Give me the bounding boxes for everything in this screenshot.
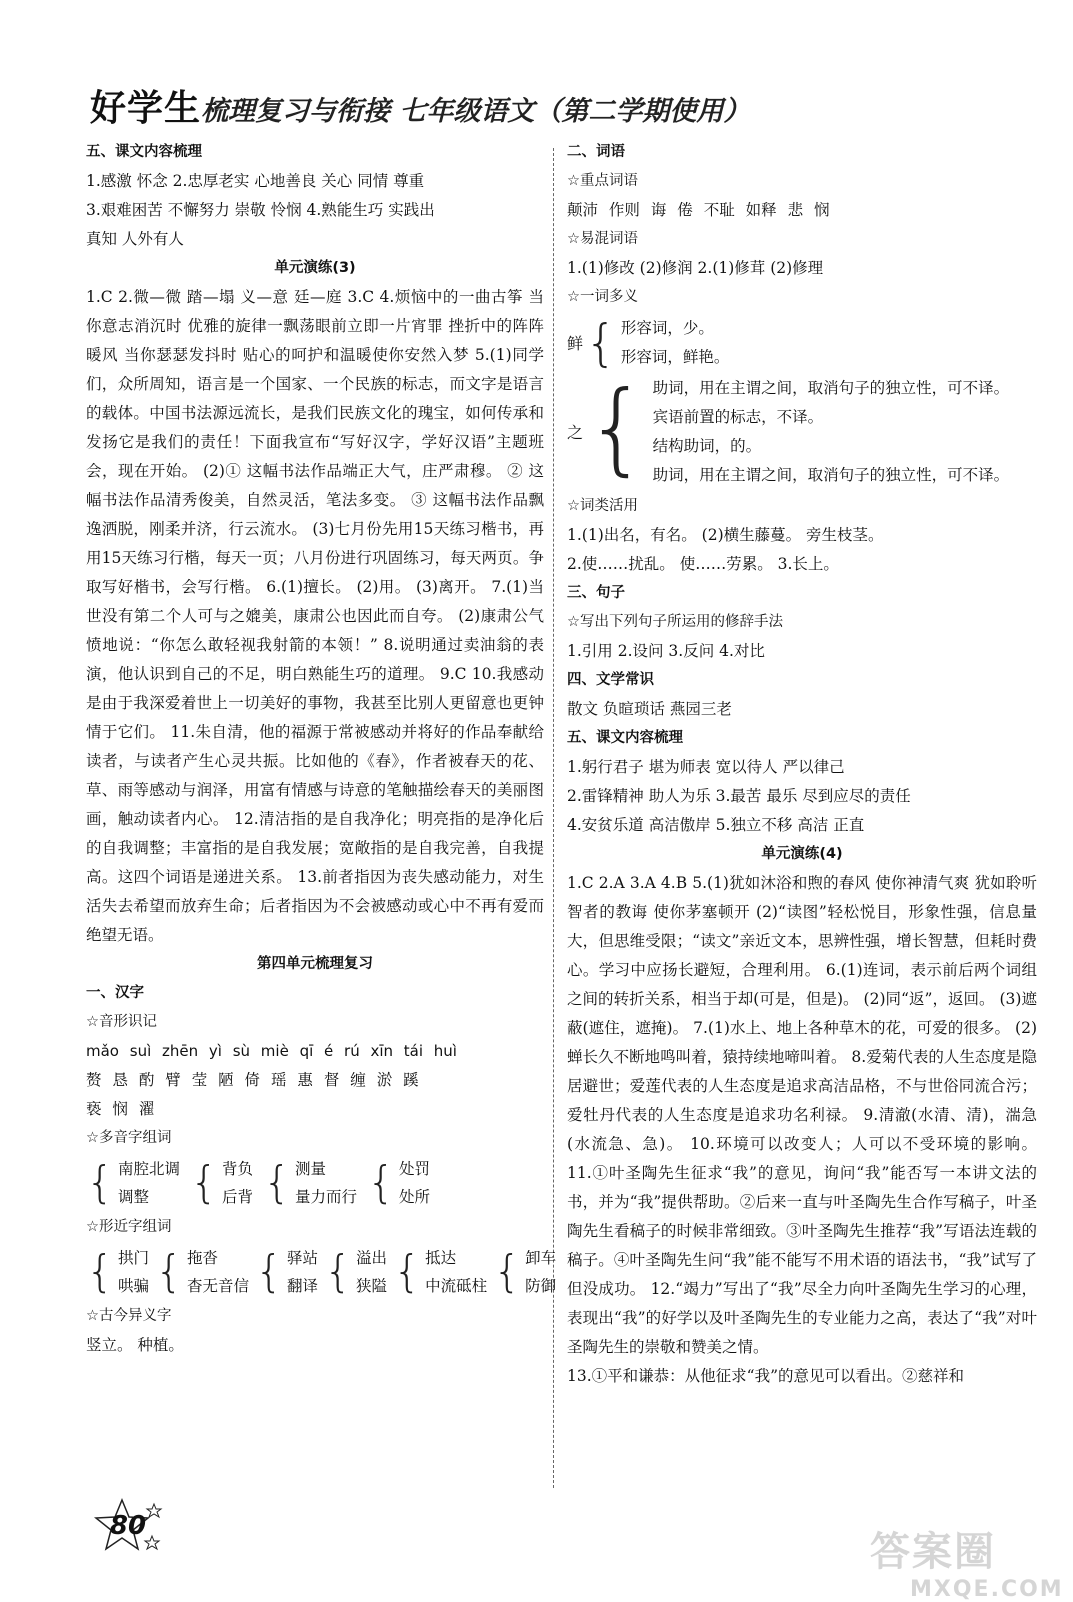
brace-group xyxy=(155,1244,249,1300)
subsection-heading: ☆形近字组词 xyxy=(86,1219,172,1235)
pinyin-line: mǎo suì zhēn yì sù miè qī é rú xīn tái huì xyxy=(86,1042,457,1060)
word: 测量 xyxy=(295,1160,327,1178)
polysemy-xian xyxy=(567,314,1037,372)
brace-group xyxy=(493,1244,556,1300)
brace-icon: { xyxy=(190,1157,219,1208)
watermark-url: MXQE.COM xyxy=(910,1577,1064,1602)
word: 调整 xyxy=(118,1188,150,1206)
section-heading: 二、词语 xyxy=(567,144,625,160)
subsection-heading: ☆易混词语 xyxy=(567,231,638,247)
word: 拱门 xyxy=(118,1249,150,1267)
brace-icon: { xyxy=(263,1157,292,1208)
brace-group xyxy=(86,1155,180,1211)
brace-icon: { xyxy=(393,1246,422,1297)
word: 卸车 xyxy=(525,1249,557,1267)
word: 翻译 xyxy=(287,1277,319,1295)
polysemy-key: 之 xyxy=(567,422,584,442)
meaning: 助词，用在主谓之间，取消句子的独立性，可不译。 xyxy=(652,466,1010,484)
brace-group xyxy=(86,1244,149,1300)
word: 处所 xyxy=(399,1188,431,1206)
brace-icon: { xyxy=(585,369,649,486)
unit-exercise-title: 单元演练(3) xyxy=(274,260,356,276)
meaning: 宾语前置的标志，不译。 xyxy=(652,408,824,426)
meaning: 结构助词，的。 xyxy=(652,437,762,455)
word: 杳无音信 xyxy=(187,1277,250,1295)
section-heading: 三、句子 xyxy=(567,585,625,601)
section-heading: 五、课文内容梳理 xyxy=(567,730,683,746)
section-heading: 一、汉字 xyxy=(86,985,144,1001)
text-line: 颠沛 作则 诲 倦 不耻 如释 悲 悯 xyxy=(567,201,830,219)
meaning: 形容词，鲜艳。 xyxy=(620,348,730,366)
word: 中流砥柱 xyxy=(425,1277,488,1295)
brace-icon: { xyxy=(493,1246,522,1297)
brace-icon: { xyxy=(585,314,617,372)
word: 哄骗 xyxy=(118,1277,150,1295)
brace-icon: { xyxy=(367,1157,396,1208)
chars-line: 赘 恳 酌 臂 莹 陋 倚 瑶 惠 督 缠 淤 蹊 xyxy=(86,1071,419,1089)
word: 驿站 xyxy=(287,1249,319,1267)
subsection-heading: ☆一词多义 xyxy=(567,289,638,305)
page-number: 80 xyxy=(109,1511,147,1541)
text-line: 真知 人外有人 xyxy=(86,230,184,248)
subsection-heading: ☆词类活用 xyxy=(567,498,638,514)
text-line: 4.安贫乐道 高洁傲岸 5.独立不移 高洁 正直 xyxy=(567,816,865,834)
text-line: 竖立。 种植。 xyxy=(86,1336,184,1354)
meaning: 助词，用在主谓之间，取消句子的独立性，可不译。 xyxy=(652,379,1010,397)
polysemy-zhi xyxy=(567,369,1037,490)
brace-group xyxy=(324,1244,387,1300)
word: 防御 xyxy=(525,1277,557,1295)
polysemy-key: 鲜 xyxy=(567,333,584,353)
subsection-heading: ☆多音字组词 xyxy=(86,1130,172,1146)
brace-group xyxy=(255,1244,318,1300)
book-subtitle: 梳理复习与衔接 七年级语文（第二学期使用） xyxy=(201,96,751,127)
word: 处罚 xyxy=(399,1160,431,1178)
word: 拖沓 xyxy=(187,1249,219,1267)
subsection-heading: ☆重点词语 xyxy=(567,173,638,189)
brace-icon: { xyxy=(255,1246,284,1297)
brace-icon: { xyxy=(86,1157,114,1208)
subsection-heading: ☆写出下列句子所运用的修辞手法 xyxy=(567,614,783,630)
brace-group xyxy=(367,1155,430,1211)
brace-icon: { xyxy=(155,1246,184,1297)
subsection-heading: ☆音形识记 xyxy=(86,1014,157,1030)
word: 南腔北调 xyxy=(118,1160,181,1178)
unit-exercise-title: 单元演练(4) xyxy=(761,846,843,862)
brace-group xyxy=(263,1155,357,1211)
page-header xyxy=(90,80,970,132)
word: 溢出 xyxy=(356,1249,388,1267)
subsection-heading: ☆古今异义字 xyxy=(86,1308,172,1324)
text-line: 散文 负暄琐话 燕园三老 xyxy=(567,700,732,718)
polyphone-groups xyxy=(86,1155,544,1211)
text-line: 13.①平和谦恭：从他征求“我”的意见可以看出。②慈祥和 xyxy=(567,1367,965,1385)
similar-char-groups xyxy=(86,1244,557,1300)
text-line: 1.引用 2.设问 3.反问 4.对比 xyxy=(567,642,765,660)
word: 量力而行 xyxy=(295,1188,358,1206)
watermark-text: 答案圈 xyxy=(870,1529,996,1575)
brand-title: 好学生 xyxy=(90,88,202,129)
brace-icon: { xyxy=(324,1246,353,1297)
word: 背负 xyxy=(222,1160,254,1178)
left-column xyxy=(86,138,557,1360)
brace-icon: { xyxy=(86,1246,114,1297)
answer-paragraph: 1.C 2.A 3.A 4.B 5.(1)犹如沐浴和煦的春风 使你神清气爽 犹如聆听智者的教诲 使你茅塞顿开 (2)“读图”轻松悦目，形象性强，信息量大，但思维受限；“读文”亲近文本，思辨性强，增长智慧，但耗时费心。学习中应扬长避短，合理利用。 6.(1)连词，表示前后两个词组之间的转折关系，相当于却(可是，但是)。 (2)同“返”，返回。 (3)遮蔽(遮住，遮掩)。 7.(1)水上、地上各种草木的花，可爱的很多。 (2)蝉长久不断地鸣叫着，猿持续地啼叫着。 8.爱菊代表的人生态度是隐居避世；爱莲代表的人生态度是追求高洁品格，不与世俗同流合污；爱牡丹代表的人生态度是追求功名利禄。 9.清澈(水清、清)，湍急(水流急、急)。 10.环境可以改变人；人可以不受环境的影响。 11.①叶圣陶先生征求“我”的意见，询问“我”能否写一本讲文法的书，并为“我”提供帮助。②后来一直与叶圣陶先生合作写稿子，叶圣陶先生看稿子的时候非常细致。③叶圣陶先生推荐“我”写语法连载的稿子。④叶圣陶先生问“我”能不能写不用术语的语法书，“我”试写了但没成功。 12.“竭力”写出了“我”尽全力向叶圣陶先生学习的心理，表现出“我”的好学以及叶圣陶先生的专业能力之高，表达了“我”对叶圣陶先生的崇敬和赞美之情。 xyxy=(567,874,1037,1356)
word: 狭隘 xyxy=(356,1277,388,1295)
page-number-badge xyxy=(92,1498,164,1554)
brace-group xyxy=(190,1155,253,1211)
text-line: 1.(1)修改 (2)修润 2.(1)修茸 (2)修理 xyxy=(567,259,824,277)
text-line: 2.雷锋精神 助人为乐 3.最苦 最乐 尽到应尽的责任 xyxy=(567,787,911,805)
section-heading: 四、文学常识 xyxy=(567,672,654,688)
section-heading: 五、课文内容梳理 xyxy=(86,144,202,160)
meaning: 形容词，少。 xyxy=(620,319,714,337)
text-line: 2.使……扰乱。 使……劳累。 3.长上。 xyxy=(567,555,839,573)
unit-review-title: 第四单元梳理复习 xyxy=(257,956,373,972)
word: 后背 xyxy=(222,1188,254,1206)
answer-paragraph: 1.C 2.微—微 踏—塌 义—意 廷—庭 3.C 4.烦恼中的一曲古筝 当你意志消沉时 优雅的旋律一飘荡眼前立即一片宵罪 挫折中的阵阵暖风 当你瑟瑟发抖时 贴心的呵护和温暖使你安然入梦 5.(1)同学们，众所周知，语言是一个国家、一个民族的标志，而文字是语言的载体。中国书法源远流长，是我们民族文化的瑰宝，如何传承和发扬它是我们的责任！下面我宣布“写好汉字，学好汉语”主题班会，现在开始。 (2)① 这幅书法作品端正大气，庄严肃穆。 ② 这幅书法作品清秀俊美，自然灵活，笔法多变。 ③ 这幅书法作品飘逸洒脱，刚柔并济，行云流水。 (3)七月份先用15天练习楷书，再用15天练习行楷，每天一页；八月份进行巩固练习，每天两页。争取写好楷书，会写行楷。 6.(1)擅长。 (2)用。 (3)离开。 7.(1)当世没有第二个人可与之媲美，康肃公也因此而自夸。 (2)康肃公气愤地说：“你怎么敢轻视我射箭的本领！” 8.说明通过卖油翁的表演，他认识到自己的不足，明白熟能生巧的道理。 9.C 10.我感动是由于我深爱着世上一切美好的事物，我甚至比别人更留意也更钟情于它们。 11.朱自清，他的福源于常被感动并将好的作品奉献给读者，与读者产生心灵共振。比如他的《春》，作者被春天的花、草、雨等感动与润泽，用富有情感与诗意的笔触描绘春天的美丽图画，触动读者内心。 12.清洁指的是自我净化；明亮指的是净化后的自我调整；丰富指的是自我发展；宽敞指的是自我完善，自我提高。这四个词语是递进关系。 13.前者指因为丧失感动能力，对生活失去希望而放弃生命；后者指因为不会被感动或心中不再有爱而绝望无语。 xyxy=(86,288,544,944)
watermark-logo xyxy=(870,1520,1064,1602)
text-line: 1.感激 怀念 2.忠厚老实 心地善良 关心 同情 尊重 xyxy=(86,172,425,190)
chars-line: 亵 悯 濯 xyxy=(86,1100,155,1118)
brace-group xyxy=(393,1244,487,1300)
text-line: 1.躬行君子 堪为师表 宽以待人 严以律己 xyxy=(567,758,845,776)
word: 抵达 xyxy=(425,1249,457,1267)
right-column xyxy=(567,138,1037,1391)
text-line: 3.艰难困苦 不懈努力 崇敬 怜悯 4.熟能生巧 实践出 xyxy=(86,201,435,219)
text-line: 1.(1)出名，有名。 (2)横生藤蔓。 旁生枝茎。 xyxy=(567,526,884,544)
